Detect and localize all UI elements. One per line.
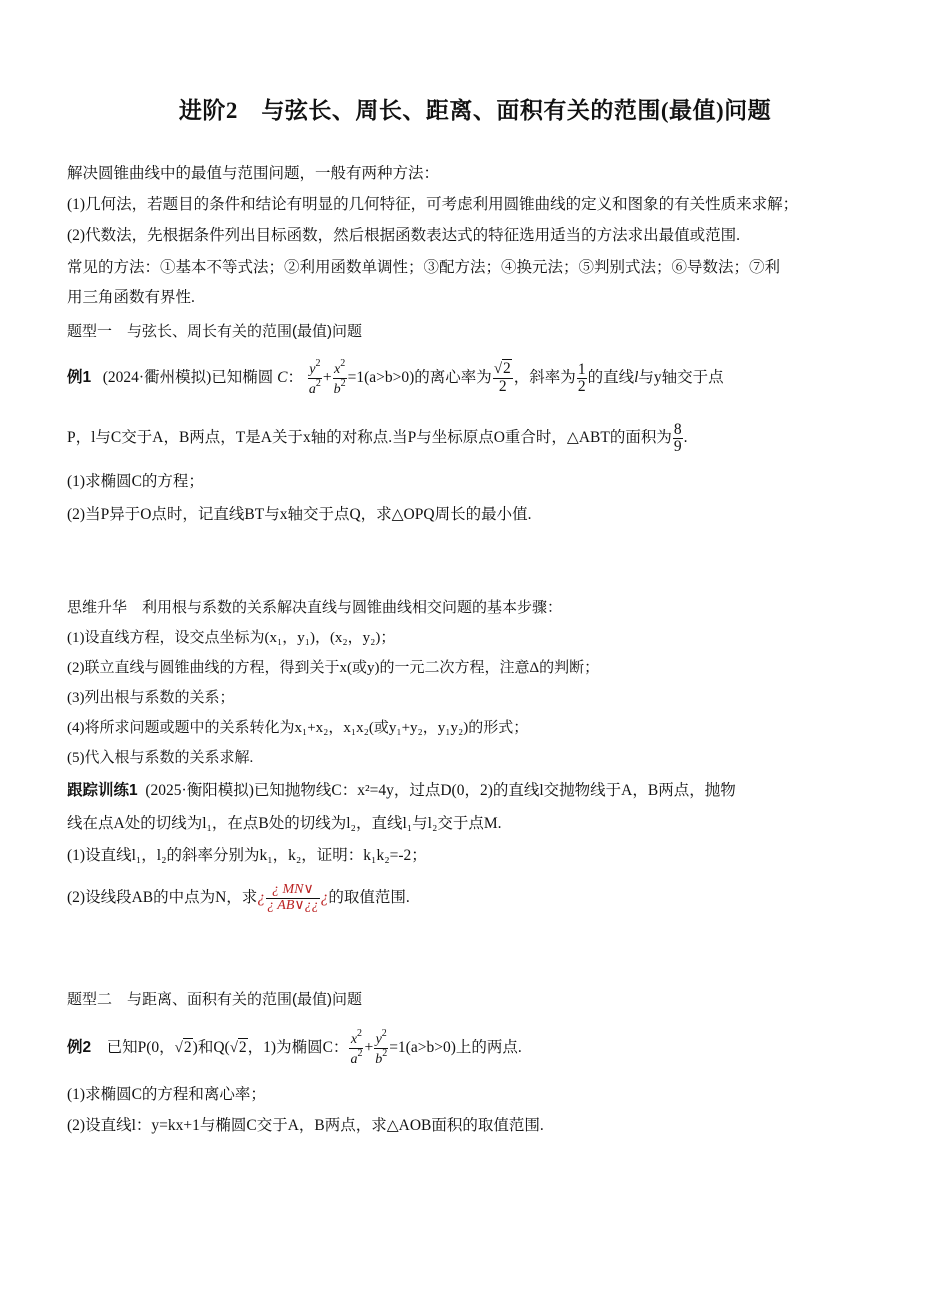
example2-text-d: =1(a>b>0)上的两点.: [389, 1039, 522, 1056]
intro-line-2: (1)几何法，若题目的条件和结论有明显的几何特征，可考虑利用圆锥曲线的定义和图象的有关性质来求解；: [67, 196, 799, 213]
example2-question-2: (2)设直线l：y=kx+1与椭圆C交于A，B两点，求△AOB面积的取值范围.: [67, 1117, 544, 1134]
example1-line-2: [67, 416, 687, 460]
example1-source: (2024·衢州模拟)已知椭圆: [102, 369, 274, 386]
frac-num: y: [309, 362, 316, 378]
colon: ：: [287, 369, 303, 386]
sup: 2: [315, 377, 321, 389]
training1-question-2: [67, 876, 410, 920]
sup: 2: [340, 377, 346, 389]
radicand: 2: [238, 1039, 247, 1056]
example2-text-b: )和Q(: [192, 1039, 230, 1056]
frac-num: x: [350, 1032, 358, 1048]
example1-question-2: (2)当P异于O点时，记直线BT与x轴交于点Q，求△OPQ周长的最小值.: [67, 506, 532, 523]
frac-num: 1: [577, 360, 586, 378]
thinking-step-4: (4)将所求问题或题中的关系转化为x₁+x₂，x₁x₂(或y₁+y₂，y₁y₂)的形式；: [67, 720, 529, 736]
example2-question-1: (1)求椭圆C的方程和离心率；: [67, 1086, 266, 1103]
frac-den: b: [375, 1051, 383, 1067]
example1-tail: 与y轴交于点: [638, 369, 724, 386]
fraction-x2-b2: [333, 359, 347, 397]
sqrt-2: √2: [174, 1039, 192, 1056]
sup: 2: [382, 1047, 388, 1059]
training1-question-1: (1)设直线l₁，l₂的斜率分别为k₁，k₂，证明：k₁k₂=-2；: [67, 847, 427, 864]
page-title: 进阶2 与弦长、周长、距离、面积有关的范围(最值)问题: [178, 98, 772, 123]
var-C: C: [277, 369, 288, 386]
fraction-mn-over-ab: [266, 883, 320, 913]
frac-den: a: [308, 381, 316, 397]
example2-label: 例2: [67, 1039, 92, 1056]
frac-den: a: [350, 1051, 358, 1067]
thinking-step-1: (1)设直线方程，设交点坐标为(x₁，y₁)，(x₂，y₂)；: [67, 630, 396, 646]
sqrt-2: √2: [229, 1039, 247, 1056]
frac-num: 8: [673, 420, 682, 438]
intro-line-1: 解决圆锥曲线中的最值与范围问题，一般有两种方法：: [67, 165, 440, 182]
example2-line-1: [67, 1026, 522, 1070]
thinking-step-5: (5)代入根与系数的关系求解.: [67, 750, 254, 766]
radicand: 2: [183, 1039, 192, 1056]
example2-text-a: 已知P(0，: [106, 1039, 175, 1056]
sup: 2: [357, 1028, 363, 1040]
example2-text-c: ，1)为椭圆C：: [247, 1039, 349, 1056]
training1-text: (2025·衡阳模拟)已知抛物线C：x²=4y，过点D(0，2)的直线l交抛物线于A，B两点，抛物: [145, 782, 736, 799]
sup: 2: [340, 358, 346, 370]
training1-q2-text: (2)设线段AB的中点为N，求: [67, 889, 258, 906]
radicand: 2: [503, 360, 511, 378]
frac-den: 9: [673, 437, 682, 455]
var-l: l: [634, 369, 639, 386]
thinking-step-2: (2)联立直线与圆锥曲线的方程，得到关于x(或y)的一元二次方程，注意Δ的判断；: [67, 660, 600, 676]
fraction-8-over-9: [673, 422, 683, 456]
fraction-y2-b2: [374, 1029, 388, 1067]
training1-line-1: [67, 781, 736, 801]
example1-label: 例1: [67, 369, 92, 386]
intro-line-5: 用三角函数有界性.: [67, 289, 195, 306]
sup: 2: [357, 1047, 363, 1059]
frac-den: b: [333, 381, 341, 397]
frac-num: y: [375, 1032, 382, 1048]
intro-line-3: (2)代数法，先根据条件列出目标函数，然后根据函数表达式的特征选用适当的方法求出最值或范围.: [67, 227, 740, 244]
type1-heading: 题型一 与弦长、周长有关的范围(最值)问题: [67, 323, 362, 340]
type2-heading: 题型二 与距离、面积有关的范围(最值)问题: [67, 991, 362, 1008]
garbled-glyph: ¿: [320, 889, 329, 906]
example1-question-1: (1)求椭圆C的方程；: [67, 473, 204, 490]
frac-num: ¿ MN∨: [271, 882, 314, 898]
training1-label: 跟踪训练1: [67, 782, 138, 799]
fraction-x2-a2: [349, 1029, 363, 1067]
ellipse-condition: =1(a>b>0): [347, 369, 415, 386]
plus: +: [364, 1039, 374, 1056]
training1-line-2: 线在点A处的切线为l₁，在点B处的切线为l₂，直线l₁与l₂交于点M.: [67, 815, 502, 832]
sup: 2: [381, 1028, 387, 1040]
slope-text: ，斜率为: [513, 369, 576, 386]
intro-line-4: 常见的方法：①基本不等式法；②利用函数单调性；③配方法；④换元法；⑤判别式法；⑥导数法；⑦利: [67, 259, 781, 276]
plus: +: [322, 369, 332, 386]
garbled-glyph: ¿: [257, 889, 266, 906]
frac-den: 2: [577, 377, 586, 395]
fraction-y2-a2: [308, 359, 322, 397]
sup: 2: [315, 358, 321, 370]
example1-line2-text: P，l与C交于A，B两点，T是A关于x轴的对称点.当P与坐标原点O重合时，△ABT的面积为: [67, 429, 672, 446]
fraction-sqrt2-over-2: $\frac{√2}{2}$: [493, 360, 511, 396]
period: .: [683, 429, 688, 446]
line-text: 的直线: [587, 369, 635, 386]
example1-line-1: [67, 356, 724, 400]
frac-den: ¿ AB∨¿¿: [267, 897, 319, 913]
training1-q2-tail: 的取值范围.: [328, 889, 410, 906]
frac-den: 2: [498, 378, 507, 396]
fraction-1-over-2: [577, 362, 587, 396]
thinking-step-3: (3)列出根与系数的关系；: [67, 690, 235, 706]
frac-num: x: [334, 362, 341, 378]
ecc-text: 的离心率为: [414, 369, 492, 386]
thinking-heading: 思维升华 利用根与系数的关系解决直线与圆锥曲线相交问题的基本步骤：: [67, 600, 563, 616]
